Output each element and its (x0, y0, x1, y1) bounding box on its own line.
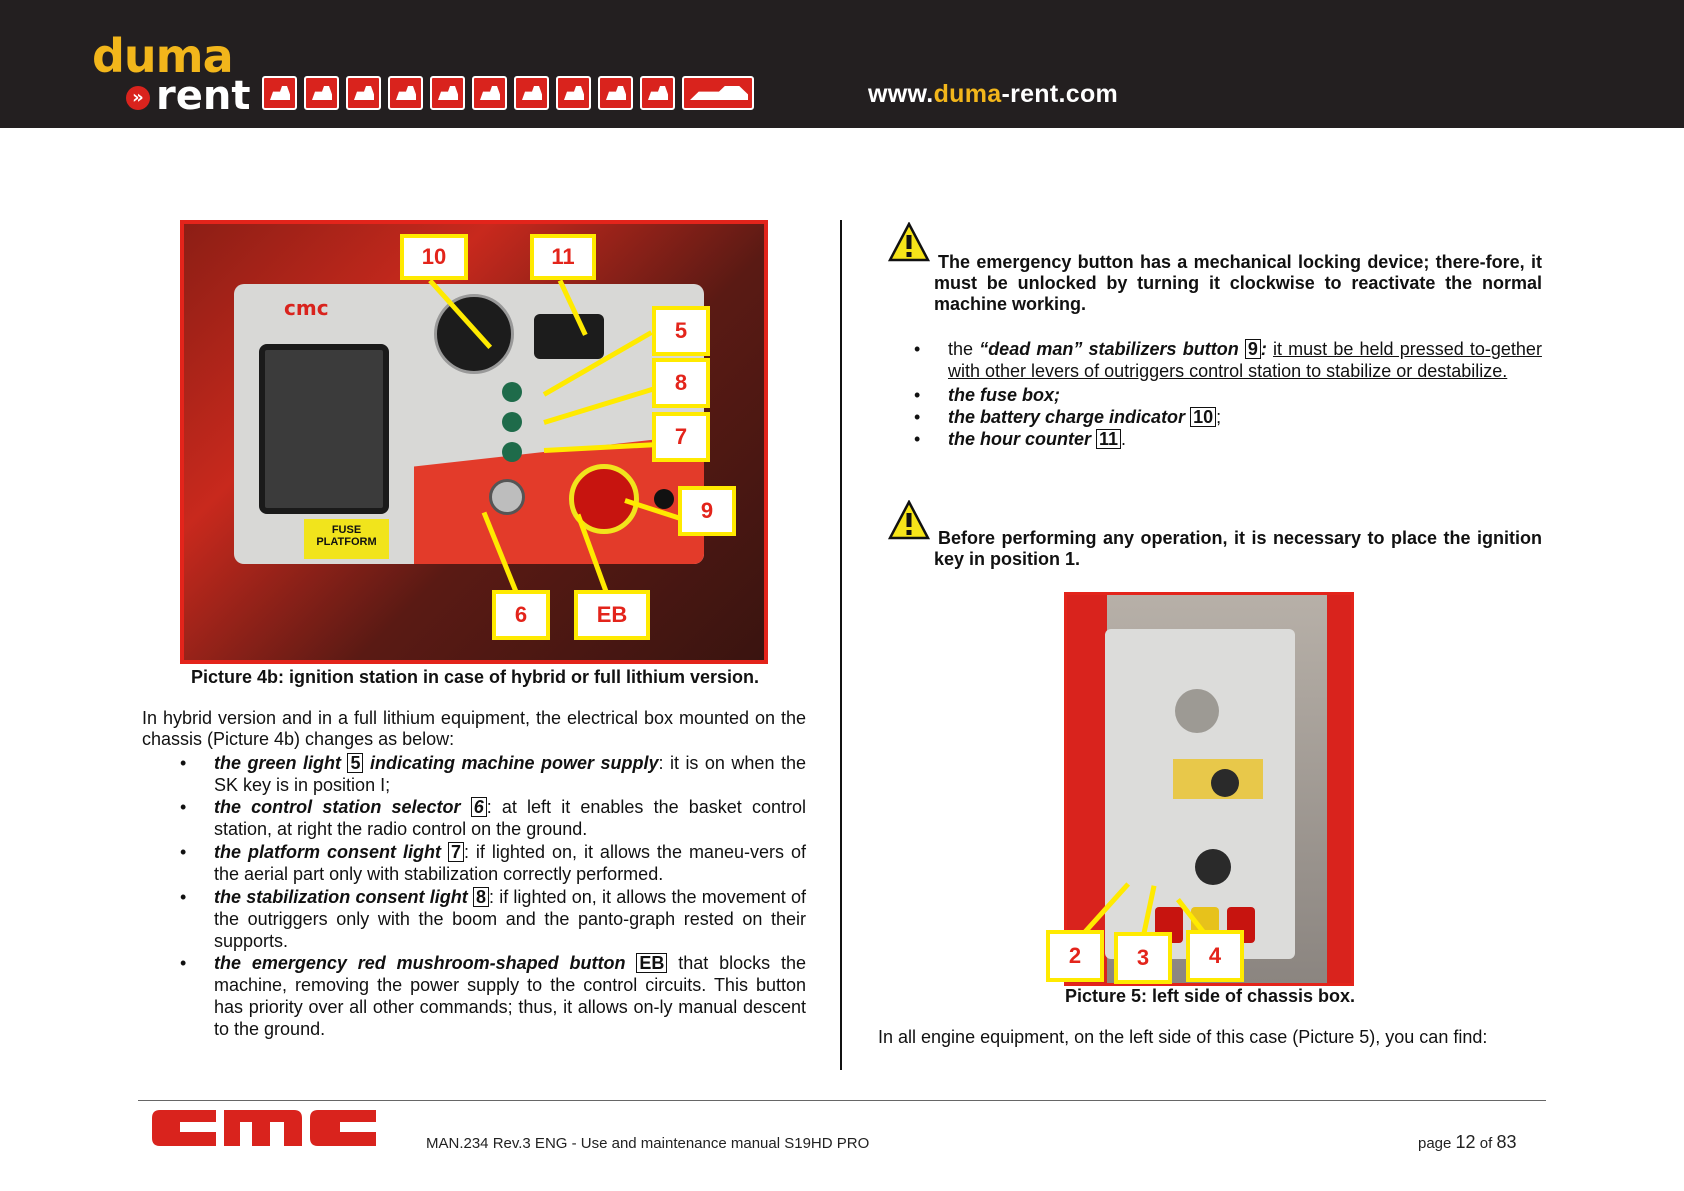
machine-icon-7 (514, 76, 549, 110)
ref-box: 5 (347, 753, 363, 773)
callout-4: 4 (1186, 930, 1244, 982)
ref-box: 7 (448, 842, 464, 862)
footer-doc-reference: MAN.234 Rev.3 ENG - Use and maintenance manual S19HD PRO (426, 1135, 870, 1152)
item-text: it must be held pressed to-gether with other levers of outriggers control station to stabilize or destabilize. (948, 339, 1542, 381)
right-feature-list (948, 338, 1542, 450)
callout-5: 5 (652, 306, 710, 356)
callout-6: 6 (492, 590, 550, 640)
ref-box: 10 (1190, 407, 1216, 427)
chassis-red-right (1327, 595, 1354, 986)
list-item (214, 752, 806, 796)
machine-icon-4 (388, 76, 423, 110)
hour-counter-icon (534, 314, 604, 359)
url-suffix: -rent.com (1001, 80, 1119, 108)
logo-rent-text: rent (156, 73, 251, 119)
item-lead: indicating machine power supply (369, 753, 659, 773)
callout-8: 8 (652, 358, 710, 408)
page-header (0, 0, 1684, 128)
list-item (948, 384, 1542, 406)
machine-icon-6 (472, 76, 507, 110)
machine-icon-5 (430, 76, 465, 110)
machine-icon-9 (598, 76, 633, 110)
machine-icon-1 (262, 76, 297, 110)
fuse-label-line2: PLATFORM (316, 536, 377, 548)
list-item (214, 841, 806, 886)
callout-EB: EB (574, 590, 650, 640)
ref-box: 9 (1245, 339, 1261, 359)
machine-icon-2 (304, 76, 339, 110)
ref-box: 11 (1096, 429, 1121, 449)
list-item (214, 796, 806, 841)
item-lead: “dead man” stabilizers button (979, 339, 1239, 359)
website-url[interactable] (868, 80, 1118, 109)
item-colon: : (1260, 339, 1267, 359)
item-text: : if lighted on, it allows the movement of the outriggers only with the boom and the panto-graph rested on their supports. (214, 887, 806, 951)
logo-duma: duma (92, 29, 233, 83)
warning-ignition-text: Before performing any operation, it is necessary to place the ignition key in position 1. (934, 528, 1542, 569)
picture-5-chassis-box (1064, 592, 1354, 986)
page-current: 12 (1455, 1132, 1476, 1152)
dead-man-button-icon (654, 489, 674, 509)
list-item (948, 428, 1542, 450)
picture-5-caption: Picture 5: left side of chassis box. (1064, 986, 1356, 1006)
list-item (214, 886, 806, 952)
chassis-box (1105, 629, 1295, 959)
green-lamp-5 (502, 382, 522, 402)
panel-brand: cmc (284, 296, 329, 320)
key-switch-icon (489, 479, 525, 515)
right-outro: In all engine equipment, on the left side of this case (Picture 5), you can find: (878, 1027, 1488, 1047)
ref-box: EB (636, 953, 667, 973)
warning-icon (888, 500, 930, 542)
callout-7: 7 (652, 412, 710, 462)
ref-box: 6 (471, 797, 487, 817)
left-feature-list (214, 752, 806, 1040)
item-lead: the control station selector (214, 797, 461, 817)
green-lamp-7 (502, 442, 522, 462)
machine-icons-strip (262, 76, 754, 110)
callout-10: 10 (400, 234, 468, 280)
item-text: : if lighted on, it allows the maneu-vers of the aerial part only with stabilization correctly performed. (214, 842, 806, 884)
main-switch-icon (1211, 769, 1239, 797)
ref-box: 8 (473, 887, 489, 907)
logo-rent (126, 73, 251, 119)
item-text: : it is on when the SK key is in position I; (214, 753, 806, 795)
duma-rent-logo (92, 29, 251, 119)
callout-2: 2 (1046, 930, 1104, 982)
fuse-label-line1: FUSE (331, 524, 362, 536)
fuse-box-window (259, 344, 389, 514)
callout-3: 3 (1114, 932, 1172, 984)
picture-4b-caption: Picture 4b: ignition station in case of hybrid or full lithium version. (190, 667, 760, 687)
item-lead: the stabilization consent light (214, 887, 468, 907)
page-of: of (1479, 1135, 1493, 1152)
machine-icon-11 (682, 76, 754, 110)
fuse-platform-label (304, 519, 389, 559)
list-item (948, 338, 1542, 382)
item-lead: the battery charge indicator (948, 407, 1186, 427)
item-text: . (1121, 429, 1127, 449)
list-item (948, 406, 1542, 428)
cable-gland-icon (1175, 689, 1219, 733)
list-item (214, 952, 806, 1040)
cmc-logo (150, 1102, 380, 1152)
green-lamp-8 (502, 412, 522, 432)
callout-11: 11 (530, 234, 596, 280)
item-lead: the green light (214, 753, 341, 773)
url-accent: duma (933, 80, 1002, 108)
warning-icon (888, 222, 930, 264)
machine-icon-3 (346, 76, 381, 110)
url-prefix: www. (868, 80, 934, 108)
item-text: the (948, 339, 974, 359)
callout-9: 9 (678, 486, 736, 536)
page-total: 83 (1496, 1132, 1517, 1152)
item-text: : at left it enables the basket control station, at right the radio control on the ground. (214, 797, 806, 839)
chevron-icon: » (126, 86, 150, 110)
item-text: ; (1216, 407, 1222, 427)
item-lead: the emergency red mushroom-shaped button (214, 953, 626, 973)
left-intro: In hybrid version and in a full lithium equipment, the electrical box mounted on the chassis (Picture 4b) changes as below: (142, 708, 806, 749)
column-divider (840, 220, 842, 1070)
page-word: page (1418, 1135, 1452, 1152)
item-lead: the hour counter (948, 429, 1091, 449)
machine-icon-10 (640, 76, 675, 110)
connector-icon (1195, 849, 1231, 885)
item-text: that blocks the machine, removing the power supply to the control circuits. This button has priority over all other commands; thus, it allows on-ly manual descent to the ground. (214, 953, 806, 1039)
warning-emergency-text: The emergency button has a mechanical locking device; there-fore, it must be unlocked by turning it clockwise to reactivate the normal machine working. (934, 252, 1542, 314)
item-lead: the platform consent light (214, 842, 441, 862)
item-lead: the fuse box; (948, 385, 1061, 405)
machine-icon-8 (556, 76, 591, 110)
footer-divider (138, 1100, 1546, 1101)
footer-page-number (1418, 1132, 1516, 1153)
